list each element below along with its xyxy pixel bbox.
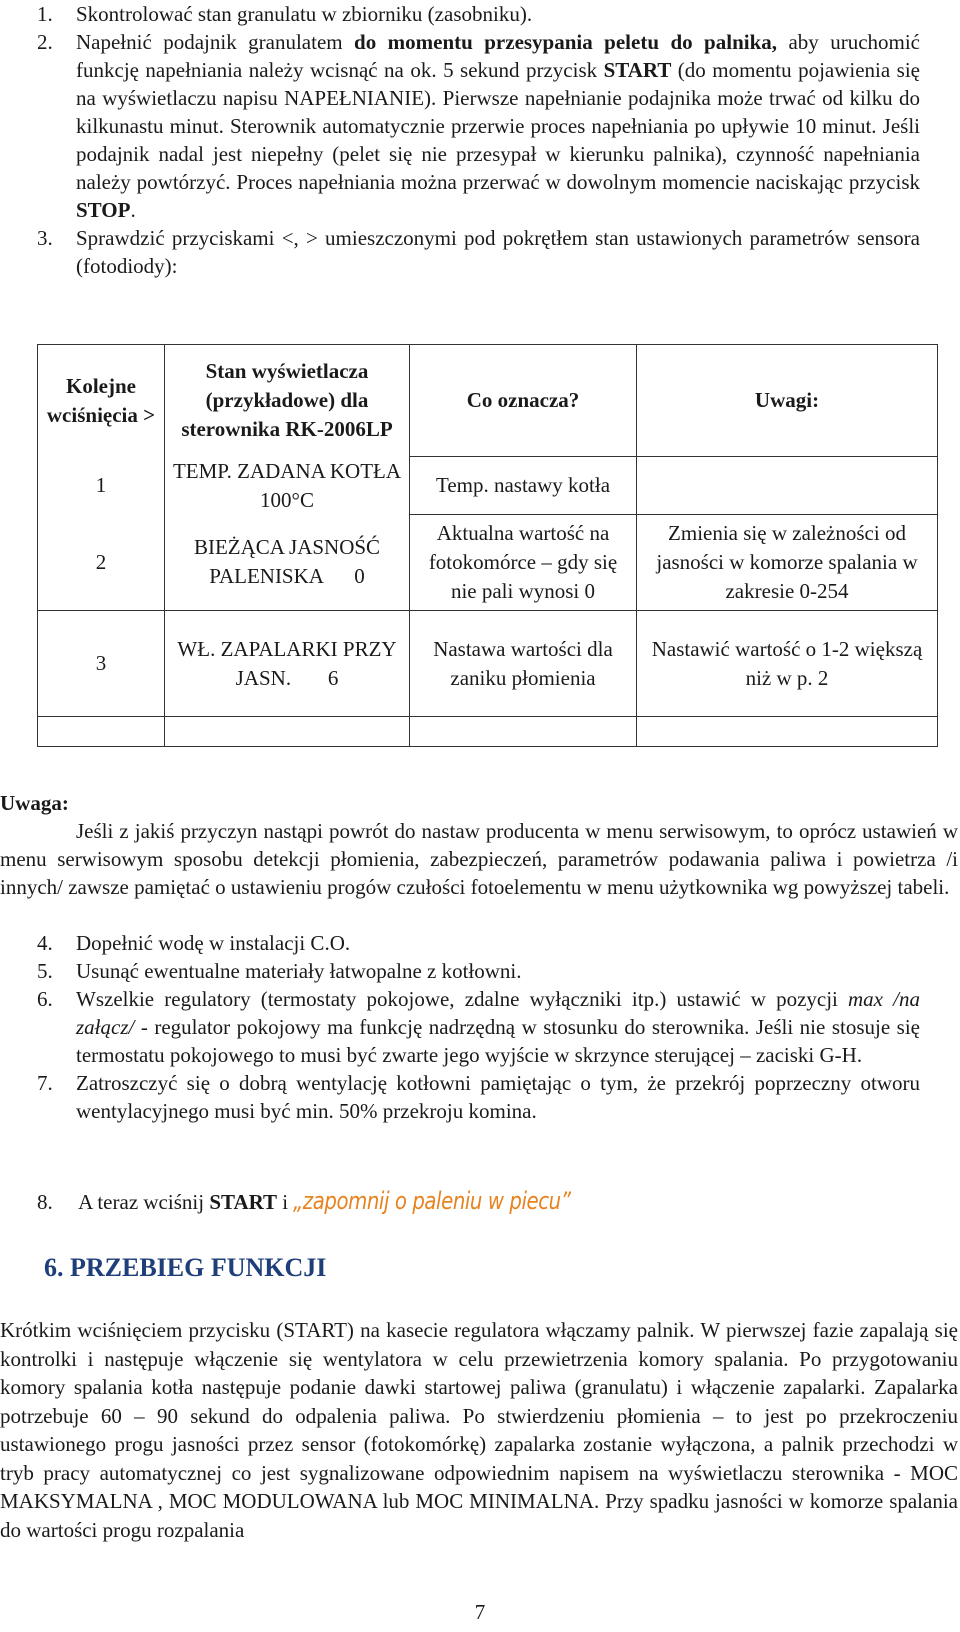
table-row [38,717,938,747]
start-keyword: START [209,1190,278,1214]
handwritten-slogan: „zapomnij o paleniu w piecu” [293,1187,571,1215]
note-title: Uwaga: [0,791,69,815]
table-cell [637,457,938,515]
list-number: 8. [37,1190,53,1214]
header-notes: Uwagi: [637,345,938,457]
header-presses: Kolejne wciśnięcia > [38,345,165,457]
list-item-1 [0,0,920,28]
page-number: 7 [474,1600,486,1624]
list-text-bold: do momentu przesypania peletu do palnika, [354,30,778,54]
list-text: Dopełnić wodę w instalacji C.O. [76,931,351,955]
start-keyword: START [603,58,672,82]
list-number: 1. [37,2,53,26]
list-text: . [130,198,136,222]
table-cell: Zmienia się w zależności od jasności w komorze spalania w zakresie 0-254 [637,515,938,611]
table-cell: Nastawa wartości dla zaniku płomienia [410,611,637,717]
list-text: Usunąć ewentualne materiały łatwopalne z kotłowni. [76,959,522,983]
list-number: 7. [37,1071,53,1095]
stop-keyword: STOP [76,198,131,222]
list-text: A teraz wciśnij [78,1190,210,1214]
note-text: Jeśli z jakiś przyczyn nastąpi powrót do nastaw producenta w menu serwisowym, to oprócz ustawień w menu serwisowym sposobu detekcji płomienia, zabezpieczeń, parametrów podawania paliwa i powietrza /i innych/ zawsze pamiętać o ustawieniu progów czułości fotoelementu w menu użytkownika wg powyższej tabeli. [0,819,958,899]
list-text: Napełnić podajnik granulatem [76,30,355,54]
list-text: Zatroszczyć się o dobrą wentylację kotłowni pamiętając o tym, że przekrój poprzeczny otworu wentylacyjnego musi być min. 50% przekroju komina. [76,1071,920,1123]
table-row [38,457,938,515]
table-cell [637,717,938,747]
table-cell: 3 [38,611,165,717]
list-item-6 [0,985,920,1069]
list-item-4 [0,929,920,957]
table-cell [410,717,637,747]
list-text: Sprawdzić przyciskami <, > umieszczonymi pod pokrętłem stan ustawionych parametrów sensora (fotodiody): [76,226,920,278]
table-cell: 2 [38,515,165,611]
section-paragraph: Krótkim wciśnięciem przycisku (START) na kasecie regulatora włączamy palnik. W pierwszej fazie zapalają się kontrolki i następuje włączenie się wentylatora w celu przewietrzenia komory spalania. Po przygotowaniu komory spalania kotła następuje podanie dawki startowej paliwa (granulatu) i włączenie zapalarki. Zapalarka potrzebuje 60 – 90 sekund do odpalenia paliwa. Po stwierdzeniu płomienia – to jest po przekroczeniu ustawionego progu jasności przez sensor (fotokomórkę) zapalarka zostanie wyłączona, a palnik przechodzi w tryb pracy automatycznej co jest sygnalizowane odpowiednim napisem na wyświetlaczu sterownika - MOC MAKSYMALNA , MOC MODULOWANA lub MOC MINIMALNA. Przy spadku jasności w komorze spalania do wartości progu rozpalania [0,1318,958,1542]
list-item-8 [37,1184,917,1219]
table-cell: BIEŻĄCA JASNOŚĆ PALENISKA 0 [165,515,410,611]
table-cell [38,717,165,747]
list-number: 6. [37,987,53,1011]
list-number: 5. [37,959,53,983]
table-cell: TEMP. ZADANA KOTŁA 100°C [165,457,410,515]
list-item-3 [0,224,920,280]
table-cell: Nastawić wartość o 1-2 większą niż w p. 2 [637,611,938,717]
table-row [38,611,938,717]
table-cell [165,717,410,747]
list-number: 4. [37,931,53,955]
table-cell: WŁ. ZAPALARKI PRZY JASN. 6 [165,611,410,717]
instructions-list-top [0,0,920,280]
list-text: - regulator pokojowy ma funkcję nadrzędną w stosunku do sterownika. Jeśli nie stosuje się termostatu pokojowego to musi być zwarte jego wyjście w skrzynce sterującej – zaciski G-H. [76,1015,920,1067]
note-block [0,789,958,901]
list-text-italic: max /na załącz/ [76,987,920,1039]
sensor-parameters-table [37,344,938,747]
instructions-list-bottom [0,929,920,1125]
list-item-5 [0,957,920,985]
table-cell: Temp. nastawy kotła [410,457,637,515]
table-header-row [38,345,938,457]
list-text: aby uruchomić funkcję napełniania należy wcisnąć na ok. 5 sekund przycisk [76,30,921,82]
table-row [38,515,938,611]
list-number: 2. [37,30,53,54]
list-item-2 [0,28,920,224]
list-text: Skontrolować stan granulatu w zbiorniku (zasobniku). [76,2,533,26]
table-cell: Aktualna wartość na fotokomórce – gdy się nie pali wynosi 0 [410,515,637,611]
list-item-7 [0,1069,920,1125]
section-heading: 6. PRZEBIEG FUNKCJI [44,1253,327,1282]
list-text: i [277,1190,294,1214]
list-text: Wszelkie regulatory (termostaty pokojowe, zdalne wyłączniki itp.) ustawić w pozycji [76,987,849,1011]
list-number: 3. [37,226,53,250]
list-text: (do momentu pojawienia się na wyświetlaczu napisu NAPEŁNIANIE). Pierwsze napełnianie podajnika może trwać od kilku do kilkunastu minut. Sterownik automatycznie przerwie proces napełniania po upływie 10 minut. Jeśli podajnik nadal jest niepełny (pelet się nie przesypał w kierunku palnika), czynność napełniania należy powtórzyć. Proces napełniania można przerwać w dowolnym momencie naciskając przycisk [76,58,920,194]
table-cell: 1 [38,457,165,515]
header-meaning: Co oznacza? [410,345,637,457]
header-display-state: Stan wyświetlacza (przykładowe) dla sterownika RK-2006LP [165,345,410,457]
